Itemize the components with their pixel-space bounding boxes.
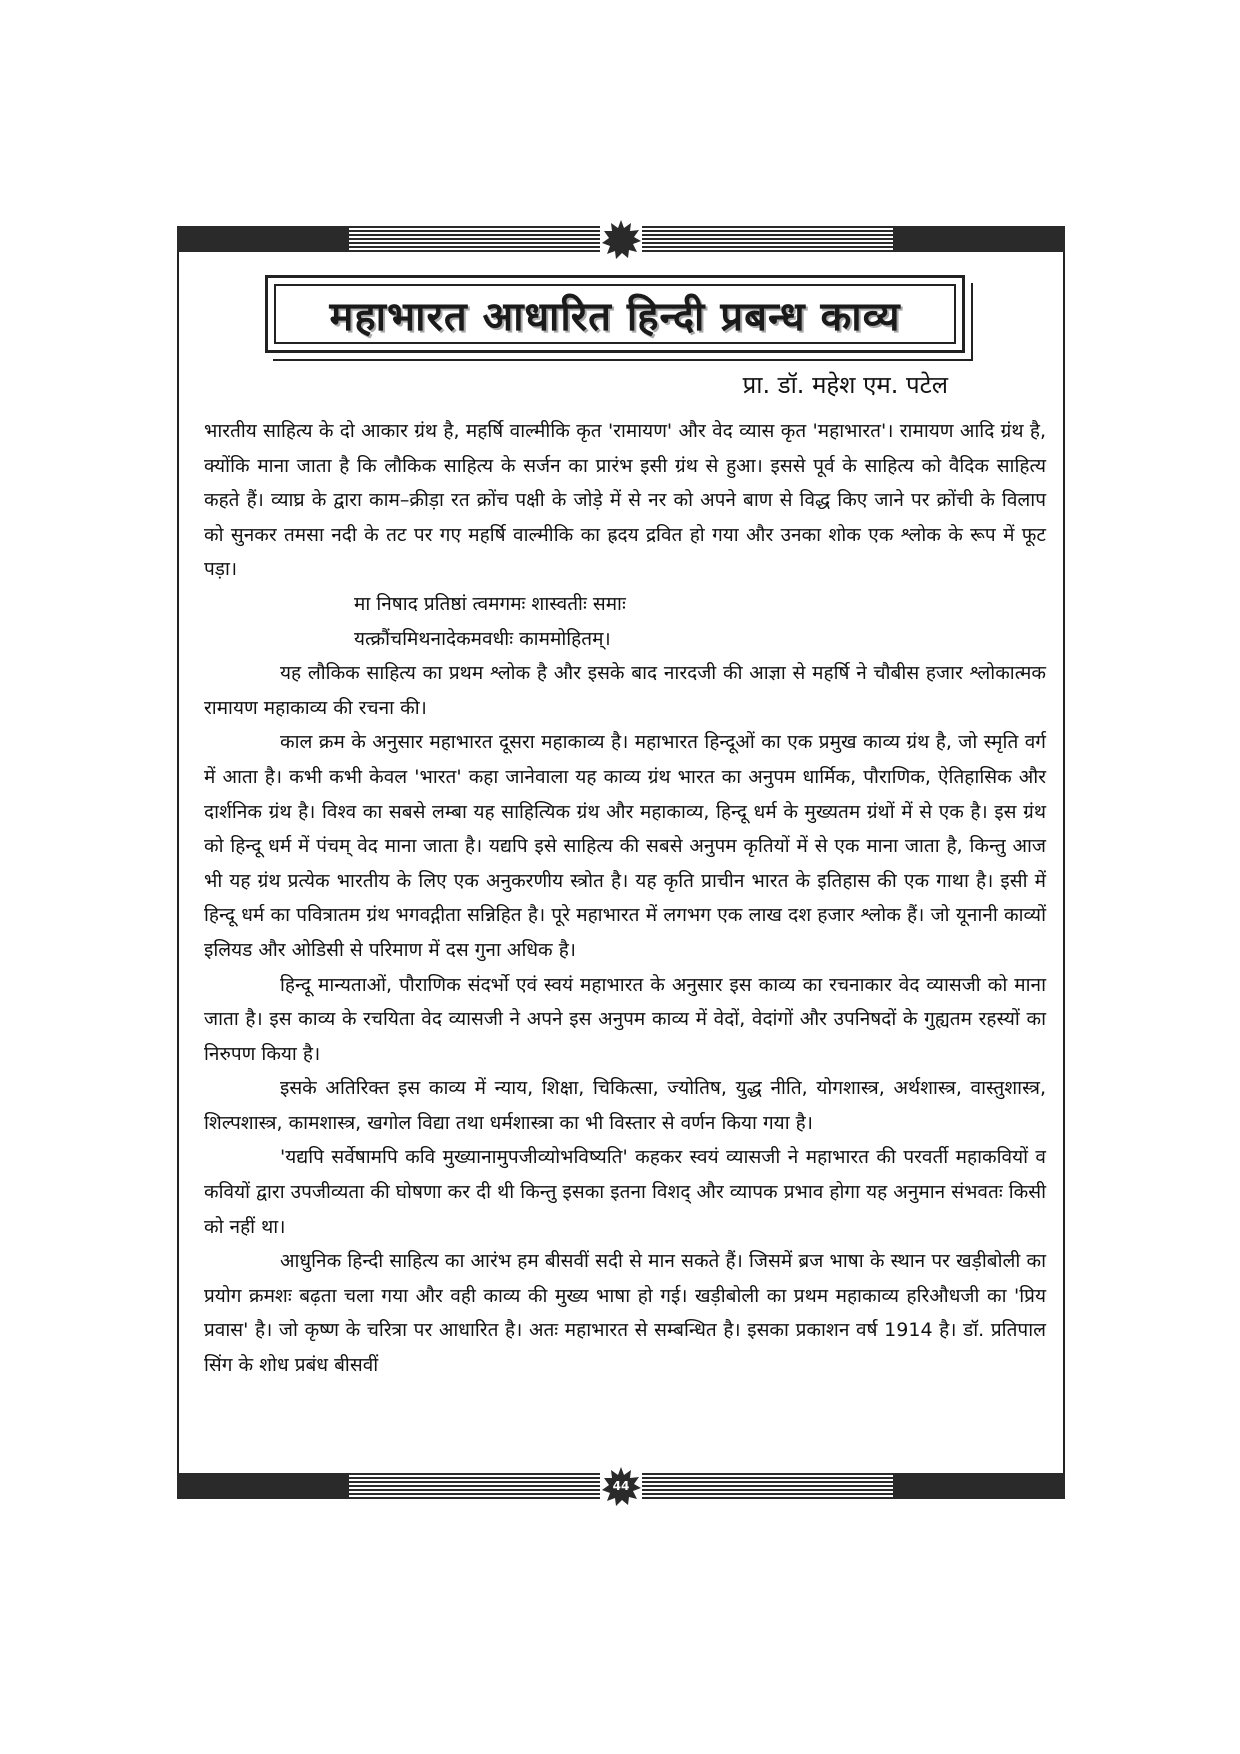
footer-bar-left	[177, 1473, 349, 1499]
paragraph: इसके अतिरिक्त इस काव्य में न्याय, शिक्षा, चिकित्सा, ज्योतिष, युद्ध नीति, योगशास्त्र, अर्थशास्त्र, वास्तुशास्त्र, शिल्पशास्त्र, कामशास्त्र, खगोल विद्या तथा धर्मशास्त्रा का भी विस्तार से वर्णन किया गया है।	[204, 1077, 1046, 1134]
page-title: महाभारत आधारित हिन्दी प्रबन्ध काव्य	[329, 293, 901, 340]
header-medallion	[600, 226, 642, 252]
header-stripes-left	[349, 226, 600, 252]
footer-stripes-right	[642, 1473, 893, 1499]
verse-line: मा निषाद प्रतिष्ठां त्वमगमः शास्वतीः समाः	[354, 592, 626, 615]
article-body	[204, 414, 1046, 1383]
footer-ornament	[177, 1473, 1065, 1499]
paragraph: आधुनिक हिन्दी साहित्य का आरंभ हम बीसवीं सदी से मान सकते हैं। जिसमें ब्रज भाषा के स्थान पर खड़ीबोली का प्रयोग क्रमशः बढ़ता चला गया और वही काव्य की मुख्य भाषा हो गई। खड़ीबोली का प्रथम महाकाव्य हरिऔधजी का 'प्रिय प्रवास' है। जो कृष्ण के चरित्रा पर आधारित है। अतः महाभारत से सम्बन्धित है। इसका प्रकाशन वर्ष 1914 है। डॉ. प्रतिपाल सिंग के शोध प्रबंध बीसवीं	[204, 1250, 1046, 1377]
title-box	[265, 275, 965, 353]
paragraph: काल क्रम के अनुसार महाभारत दूसरा महाकाव्य है। महाभारत हिन्दूओं का एक प्रमुख काव्य ग्रंथ है, जो स्मृति वर्ग में आता है। कभी कभी केवल 'भारत' कहा जानेवाला यह काव्य ग्रंथ भारत का अनुपम धार्मिक, पौराणिक, ऐतिहासिक और दार्शनिक ग्रंथ है। विश्व का सबसे लम्बा यह साहित्यिक ग्रंथ और महाकाव्य, हिन्दू धर्म के मुख्यतम ग्रंथों में से एक है। इस ग्रंथ को हिन्दू धर्म में पंचम् वेद माना जाता है। यद्यपि इसे साहित्य की सबसे अनुपम कृतियों में से एक माना जाता है, किन्तु आज भी यह ग्रंथ प्रत्येक भारतीय के लिए एक अनुकरणीय स्त्रोत है। यह कृति प्राचीन भारत के इतिहास की एक गाथा है। इसी में हिन्दू धर्म का पवित्रातम ग्रंथ भगवद्गीता सन्निहित है। पूरे महाभारत में लगभग एक लाख दश हजार श्लोक हैं। जो यूनानी काव्यों इलियड और ओडिसी से परिमाण में दस गुना अधिक है।	[204, 731, 1046, 961]
header-bar-left	[177, 226, 349, 252]
footer-bar-right	[893, 1473, 1065, 1499]
sunburst-icon	[600, 218, 642, 260]
paragraph: हिन्दू मान्यताओं, पौराणिक संदर्भो एवं स्वयं महाभारत के अनुसार इस काव्य का रचनाकार वेद व्यासजी को माना जाता है। इस काव्य के रचयिता वेद व्यासजी ने अपने इस अनुपम काव्य में वेदों, वेदांगों और उपनिषदों के गुह्यतम रहस्यों का निरुपण किया है।	[204, 973, 1046, 1065]
author-name: प्रा. डॉ. महेश एम. पटेल	[742, 371, 948, 399]
page-number: 44	[612, 1479, 630, 1493]
header-ornament	[177, 226, 1065, 252]
header-stripes-right	[642, 226, 893, 252]
paragraph: भारतीय साहित्य के दो आकार ग्रंथ है, महर्षि वाल्मीकि कृत 'रामायण' और वेद व्यास कृत 'महाभारत'। रामायण आदि ग्रंथ है, क्योंकि माना जाता है कि लौकिक साहित्य के सर्जन का प्रारंभ इसी ग्रंथ से हुआ। इससे पूर्व के साहित्य को वैदिक साहित्य कहते हैं। व्याघ्र के द्वारा काम–क्रीड़ा रत क्रोंच पक्षी के जोड़े में से नर को अपने बाण से विद्ध किए जाने पर क्रोंची के विलाप को सुनकर तमसा नदी के तट पर गए महर्षि वाल्मीकि का ह्रदय द्रवित हो गया और उनका शोक एक श्लोक के रूप में फूट पड़ा।	[204, 420, 1046, 581]
paragraph: यह लौकिक साहित्य का प्रथम श्लोक है और इसके बाद नारदजी की आज्ञा से महर्षि ने चौबीस हजार श्लोकात्मक रामायण महाकाव्य की रचना की।	[204, 662, 1046, 719]
footer-stripes-left	[349, 1473, 600, 1499]
verse-line: यत्क्रौंचमिथनादेकमवधीः काममोहितम्।	[354, 627, 611, 650]
paragraph: 'यद्यपि सर्वेषामपि कवि मुख्यानामुपजीव्योभविष्यति' कहकर स्वयं व्यासजी ने महाभारत की परवर्ती महाकवियों व कवियों द्वारा उपजीव्यता की घोषणा कर दी थी किन्तु इसका इतना विशद् और व्यापक प्रभाव होगा यह अनुमान संभवतः किसी को नहीं था।	[204, 1146, 1046, 1238]
footer-medallion	[600, 1473, 642, 1499]
header-bar-right	[893, 226, 1065, 252]
